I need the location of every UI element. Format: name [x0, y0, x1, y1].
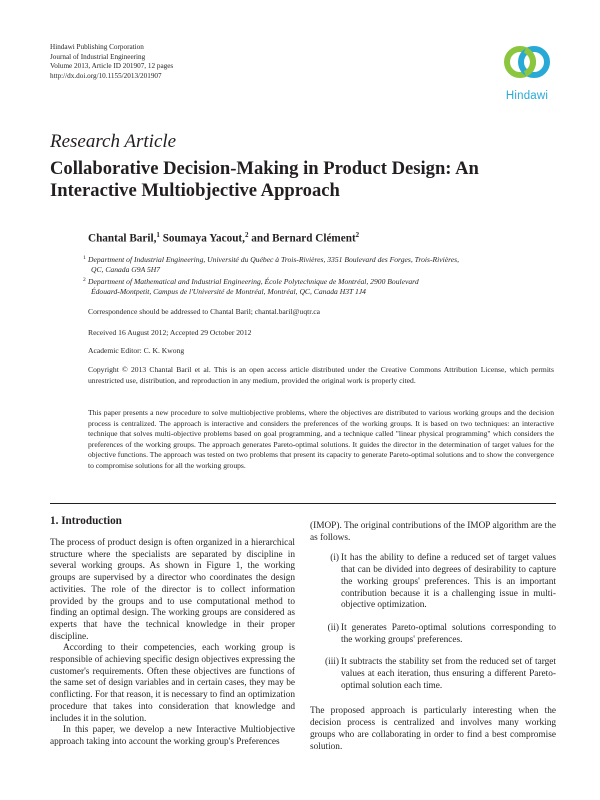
- affiliation-1: [83, 255, 528, 276]
- paper-title: Collaborative Decision-Making in Product Design: An Interactive Multiobjective Approach: [50, 158, 479, 201]
- section-divider: [50, 503, 556, 504]
- affiliation-2-number: 2: [83, 277, 86, 283]
- contribution-item-1-text: It has the ability to define a reduced set of target values that can be divided into degrees of desirability to capture the working groups' preferences. This is an important contribution because it is a challenging issue in multi-objective optimization.: [341, 553, 556, 611]
- affiliation-2: [83, 277, 528, 298]
- abstract: This paper presents a new procedure to solve multiobjective problems, where the objectives are distributed to various working groups and the decision process is centralized. The approach is interactive and considers the preferences of the working groups. It is based on two techniques: an interactive technique that solves multi-objective problems based on goal programming, and a technique called "linear physical programming" which considers the preferences of the working groups. The approach generates Pareto-optimal solutions. It guides the director in the determination of target values for the objective functions. The approach was tested on two problems that present its capacity to generate Pareto-optimal solutions and to show the convergence to compromise solutions for all the working groups.: [88, 408, 554, 470]
- academic-editor: Academic Editor: C. K. Kwong: [88, 346, 185, 355]
- volume-info: Volume 2013, Article ID 201907, 12 pages: [50, 62, 174, 71]
- affiliation-2-line2: Édouard-Montpetit, Campus de l'Université de Montréal, Montréal, QC, Canada H3T 1J4: [91, 287, 366, 297]
- contribution-item-1: [310, 553, 556, 612]
- received-dates: Received 16 August 2012; Accepted 29 October 2012: [88, 328, 252, 337]
- contribution-item-1-label: (i): [330, 553, 339, 564]
- contribution-item-2-text: It generates Pareto-optimal solutions corresponding to the working groups' preferences.: [341, 622, 556, 645]
- contribution-item-2: [310, 623, 556, 646]
- affiliation-2-line1: Department of Mathematical and Industrial Engineering, École Polytechnique de Montréal, 2900 Boulevard: [88, 277, 419, 286]
- contribution-item-3-label: (iii): [325, 657, 339, 668]
- journal-name: Journal of Industrial Engineering: [50, 52, 146, 61]
- intro-right-final-paragraph: The proposed approach is particularly interesting when the decision process is centralized and involves many working groups who are collaborating in order to find a best compromise solution.: [310, 706, 556, 752]
- contribution-item-3-text: It subtracts the stability set from the reduced set of target values at each iteration, thus ensuring a different Pareto-optimal solution each time.: [341, 657, 556, 691]
- hindawi-logo-text: Hindawi: [505, 90, 549, 102]
- author-3: and Bernard Clément: [251, 232, 356, 245]
- hindawi-logo-icon: [498, 38, 556, 88]
- correspondence: Correspondence should be addressed to Chantal Baril; chantal.baril@uqtr.ca: [88, 307, 320, 316]
- affiliation-1-number: 1: [83, 255, 86, 261]
- copyright-notice: Copyright © 2013 Chantal Baril et al. This is an open access article distributed under the Creative Commons Attribution License, which permits unrestricted use, distribution, and reproduction in any medium, provided the original work is properly cited.: [88, 365, 554, 385]
- intro-paragraph-3: In this paper, we develop a new Interactive Multiobjective approach taking into account the working group's Preferences: [50, 725, 295, 747]
- author-list: [88, 231, 359, 245]
- article-type: Research Article: [50, 131, 177, 152]
- publisher-name: Hindawi Publishing Corporation: [50, 43, 144, 51]
- author-2: Soumaya Yacout,: [162, 232, 245, 245]
- contribution-item-3: [310, 657, 556, 692]
- right-column: [310, 521, 556, 753]
- intro-right-paragraph: (IMOP). The original contributions of the IMOP algorithm are the as follows.: [310, 521, 556, 543]
- doi-link[interactable]: http://dx.doi.org/10.1155/2013/201907: [50, 71, 162, 80]
- section-heading-introduction: 1. Introduction: [50, 515, 122, 527]
- intro-paragraph-1: The process of product design is often organized in a hierarchical structure where the specialists are separated by discipline in several working groups. As shown in Figure 1, the working groups are supervised by a director who coordinates the design activities. The role of the director is to collect information provided by the groups and to use computational method to finding an optimal design. The working groups are considered as experts that have the technical knowledge in their proper discipline.: [50, 538, 295, 642]
- hindawi-logo: [498, 38, 556, 104]
- author-2-affil: 2: [244, 231, 249, 239]
- intro-paragraph-2: According to their competencies, each working group is responsible of achieving specific design objectives expressing the customer's requirements. Often these objectives are functions of the same set of design variables and in certain cases, they may be conflicting. For that reason, it is necessary to find an optimization procedure that takes into consideration that knowledge and includes it in the solution.: [50, 643, 295, 724]
- contribution-item-2-label: (ii): [327, 622, 339, 633]
- affiliation-1-line2: QC, Canada G9A 5H7: [91, 265, 161, 275]
- author-3-affil: 2: [355, 231, 360, 239]
- journal-info: [50, 43, 173, 81]
- affiliation-1-line1: Department of Industrial Engineering, Université du Québec à Trois-Rivières, 3351 Boulevard des Forges, Trois-Rivières,: [88, 255, 459, 264]
- author-1-affil: 1: [156, 231, 160, 239]
- author-1: Chantal Baril,: [88, 232, 157, 245]
- left-column: [50, 538, 295, 749]
